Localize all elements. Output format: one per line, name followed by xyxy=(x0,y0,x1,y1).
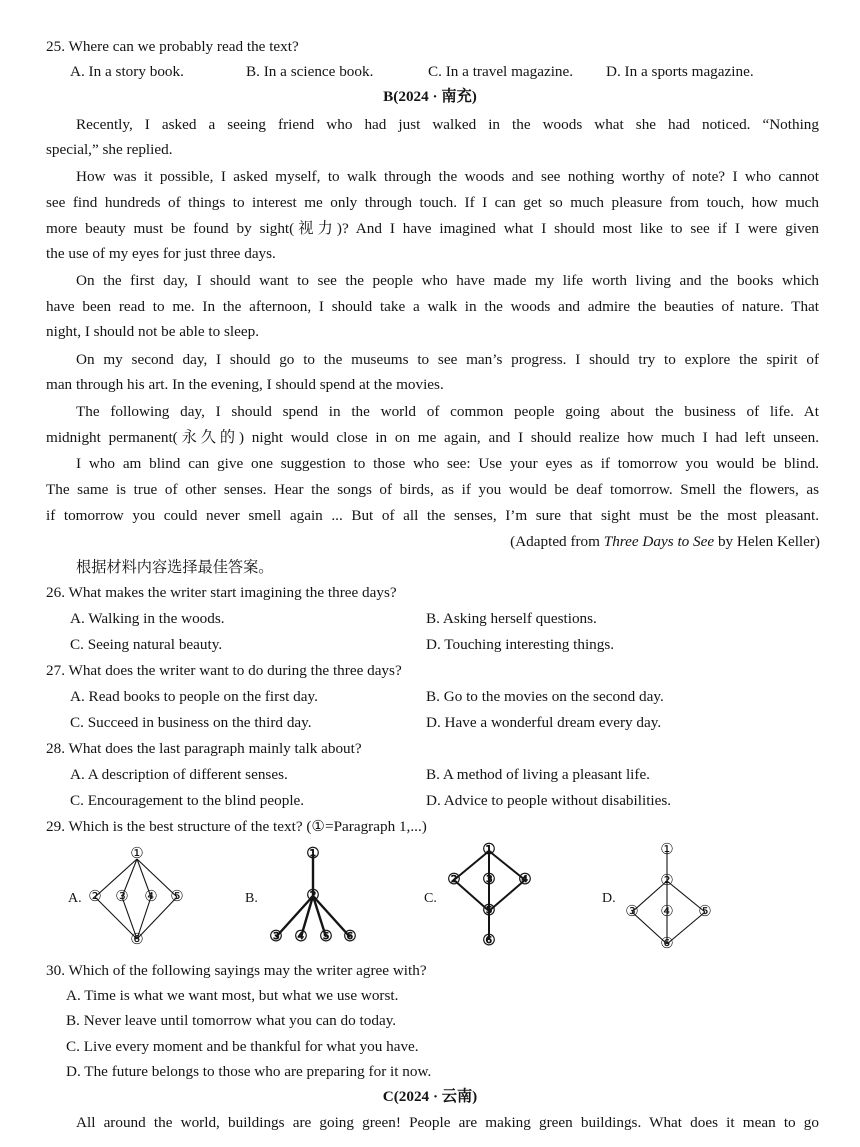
source-suffix: by Helen Keller) xyxy=(714,533,820,550)
q26-option-d: D. Touching interesting things. xyxy=(426,636,615,653)
passage-line: The following day, I should spend in the world of common people going about the business of life. At xyxy=(76,403,819,420)
q28-option-a: A. A description of different senses. xyxy=(70,766,288,783)
q30-option-c: C. Live every moment and be thankful for what you have. xyxy=(66,1038,419,1055)
q27-stem: 27. What does the writer want to do during the three days? xyxy=(46,662,402,679)
q28-stem: 28. What does the last paragraph mainly talk about? xyxy=(46,740,362,757)
passage-c-line: All around the world, buildings are going green! People are making green buildings. What does it mean to go xyxy=(76,1114,819,1131)
q25-option-b: B. In a science book. xyxy=(246,63,374,80)
q27-option-c: C. Succeed in business on the third day. xyxy=(70,714,312,731)
q30-stem: 30. Which of the following sayings may the writer agree with? xyxy=(46,962,427,979)
passage-line: midnight permanent(永久的) night would close in on me again, and I should realize how much I had left unseen. xyxy=(46,429,819,446)
node-d6: ⑥ xyxy=(660,936,674,952)
passage-line: special,” she replied. xyxy=(46,141,173,158)
q28-option-c: C. Encouragement to the blind people. xyxy=(70,792,305,809)
q25-option-c: C. In a travel magazine. xyxy=(428,63,574,80)
node-d3: ③ xyxy=(625,904,639,920)
node-d2: ② xyxy=(660,873,674,889)
q26-option-b: B. Asking herself questions. xyxy=(426,610,597,627)
passage-line: I who am blind can give one suggestion to those who see: Use your eyes as if tomorrow you would be blind. xyxy=(76,455,819,472)
q25-option-a: A. In a story book. xyxy=(70,63,184,80)
node-c1: ① xyxy=(482,842,496,858)
q27-option-b: B. Go to the movies on the second day. xyxy=(426,688,664,705)
passage-source xyxy=(510,533,820,551)
diagram-d-label: D. xyxy=(602,891,616,906)
node-c5: ⑤ xyxy=(482,903,496,919)
q28-option-b: B. A method of living a pleasant life. xyxy=(426,766,650,783)
q29-structure-diagrams xyxy=(0,840,860,960)
q26-option-a: A. Walking in the woods. xyxy=(70,610,225,627)
node-b3: ③ xyxy=(269,929,283,945)
q27-option-a: A. Read books to people on the first day. xyxy=(70,688,318,705)
node-b6: ⑥ xyxy=(343,929,357,945)
passage-line: night, I should not be able to sleep. xyxy=(46,323,260,340)
node-c6: ⑥ xyxy=(482,933,496,949)
node-a6: ⑥ xyxy=(130,932,144,948)
diagram-b-label: B. xyxy=(245,891,258,906)
instruction: 根据材料内容选择最佳答案。 xyxy=(76,559,274,576)
node-d5: ⑤ xyxy=(698,904,712,920)
node-a2: ② xyxy=(88,889,102,905)
node-b5: ⑤ xyxy=(319,929,333,945)
node-b1: ① xyxy=(306,846,320,862)
node-d4: ④ xyxy=(660,904,674,920)
diagram-d xyxy=(632,851,705,944)
diagram-c-label: C. xyxy=(424,891,437,906)
q26-option-c: C. Seeing natural beauty. xyxy=(70,636,223,653)
node-c2: ② xyxy=(447,872,461,888)
node-d1: ① xyxy=(660,842,674,858)
q30-option-b: B. Never leave until tomorrow what you can do today. xyxy=(66,1012,397,1029)
diagram-c xyxy=(454,851,525,940)
passage-line: see find hundreds of things to interest me only through touch. If I can get so much pleasure from touch, how much xyxy=(46,194,819,211)
passage-line: man through his art. In the evening, I should spend at the movies. xyxy=(46,376,444,393)
node-a4: ④ xyxy=(144,889,158,905)
section-b-heading: B(2024 · 南充) xyxy=(383,88,477,105)
node-b2: ② xyxy=(306,888,320,904)
q27-option-d: D. Have a wonderful dream every day. xyxy=(426,714,662,731)
q29-stem: 29. Which is the best structure of the text? (①=Paragraph 1,...) xyxy=(46,818,427,835)
passage-line: On the first day, I should want to see the people who have made my life worth living and the books which xyxy=(76,272,819,289)
q25-stem: 25. Where can we probably read the text? xyxy=(46,38,299,55)
q26-stem: 26. What makes the writer start imagining the three days? xyxy=(46,584,397,601)
passage-line: more beauty must be found by sight(视力)? And I have imagined what I should most like to see if I were given xyxy=(46,220,819,237)
node-a3: ③ xyxy=(115,889,129,905)
passage-line: How was it possible, I asked myself, to walk through the woods and see nothing worthy of note? I who cannot xyxy=(76,168,819,185)
passage-line: if tomorrow you could never smell again ... But of all the senses, I’m sure that sight must be the most pleasant. xyxy=(46,507,819,524)
section-c-heading: C(2024 · 云南) xyxy=(382,1088,478,1105)
q25-option-d: D. In a sports magazine. xyxy=(606,63,754,80)
diagram-a xyxy=(95,859,177,939)
node-a5: ⑤ xyxy=(170,889,184,905)
q28-option-d: D. Advice to people without disabilities. xyxy=(426,792,672,809)
passage-line: Recently, I asked a seeing friend who had just walked in the woods what she had noticed. “Nothing xyxy=(76,116,819,133)
q30-option-a: A. Time is what we want most, but what we use worst. xyxy=(66,987,399,1004)
diagram-a-label: A. xyxy=(68,891,82,906)
source-prefix: (Adapted from xyxy=(510,533,604,550)
node-c4: ④ xyxy=(518,872,532,888)
passage-line: have been read to me. In the afternoon, I should take a walk in the woods and admire the beauties of nature. That xyxy=(46,298,819,315)
node-c3: ③ xyxy=(482,872,496,888)
passage-line: the use of my eyes for just three days. xyxy=(46,245,276,262)
source-title: Three Days to See xyxy=(603,533,715,550)
passage-line: The same is true of other senses. Hear the songs of birds, as if you would be deaf tomorrow. Smell the flowers, as xyxy=(46,481,819,498)
node-b4: ④ xyxy=(294,929,308,945)
node-a1: ① xyxy=(130,846,144,862)
q30-option-d: D. The future belongs to those who are preparing for it now. xyxy=(66,1063,432,1080)
passage-line: On my second day, I should go to the museums to see man’s progress. I should try to explore the spirit of xyxy=(76,351,819,368)
